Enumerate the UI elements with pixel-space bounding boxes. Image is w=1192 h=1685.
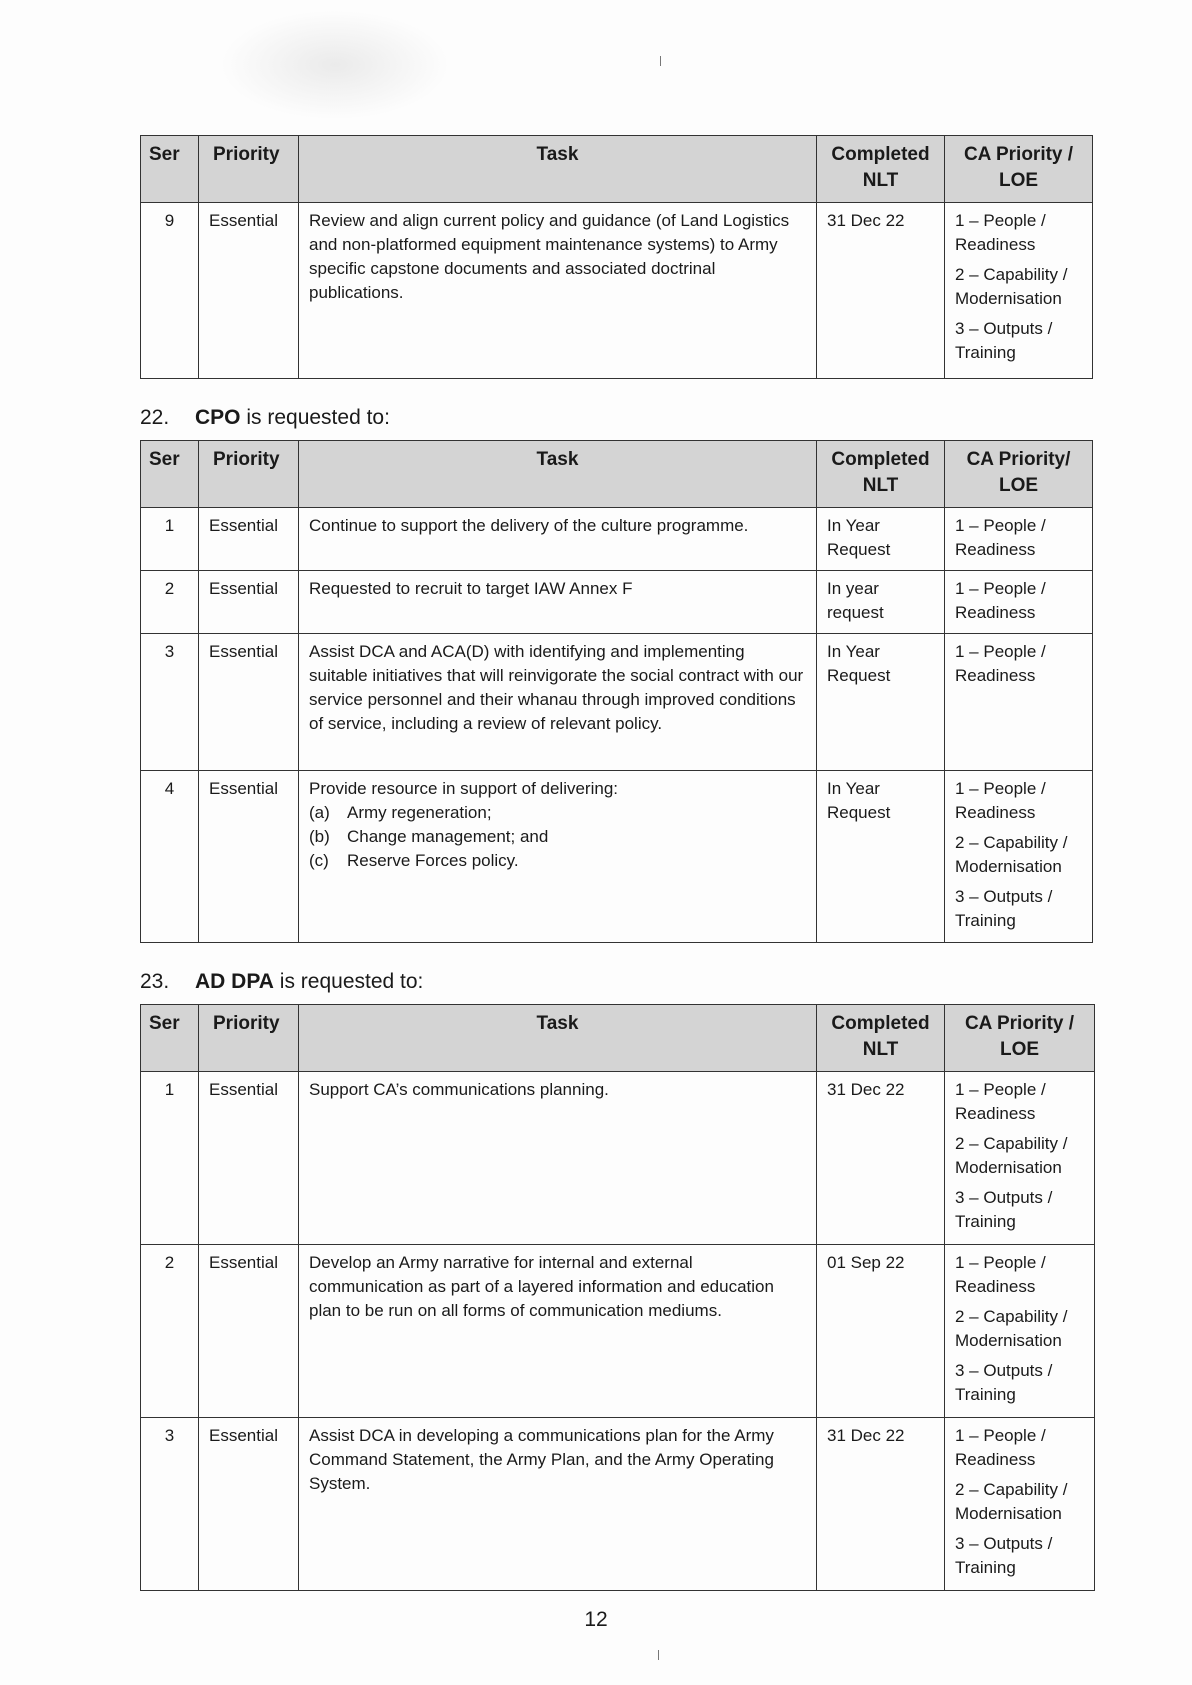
cell-priority: Essential [199, 634, 299, 771]
loe-line: 1 – People / Readiness [955, 1253, 1046, 1296]
cell-completed: 31 Dec 22 [817, 1072, 945, 1245]
sub-item: (a) Army regeneration; [309, 803, 492, 822]
table-header-row [141, 1005, 1095, 1072]
header-priority: Priority [199, 136, 299, 203]
scan-mark [658, 1650, 659, 1660]
table-header-row [141, 441, 1093, 508]
header-task: Task [299, 136, 817, 203]
cell-task [299, 771, 817, 943]
cell-priority: Essential [199, 203, 299, 379]
header-ser: Ser [141, 1005, 199, 1072]
cell-priority: Essential [199, 1072, 299, 1245]
header-priority: Priority [199, 441, 299, 508]
cell-priority: Essential [199, 571, 299, 634]
cell-priority: Essential [199, 508, 299, 571]
table-row [141, 771, 1093, 943]
cell-ser: 3 [141, 634, 199, 771]
paragraph-subject: CPO [195, 406, 241, 429]
paragraph-number: 23. [140, 970, 170, 993]
sub-item: (c) Reserve Forces policy. [309, 851, 519, 870]
table-row [141, 203, 1093, 379]
table-row [141, 508, 1093, 571]
cell-loe [945, 508, 1093, 571]
cell-ser: 2 [141, 571, 199, 634]
cell-task: Assist DCA and ACA(D) with identifying and implementing suitable initiatives that will reinvigorate the social contract with our service personnel and their whanau through improved conditions of service, including a review of relevant policy. [299, 634, 817, 771]
loe-line: 2 – Capability / Modernisation [955, 833, 1068, 876]
header-task: Task [299, 441, 817, 508]
loe-line: 2 – Capability / Modernisation [955, 1480, 1068, 1523]
header-priority: Priority [199, 1005, 299, 1072]
scan-mark [660, 56, 661, 66]
header-loe: CA Priority / LOE [945, 136, 1093, 203]
cell-completed: In year request [817, 571, 945, 634]
cell-loe [945, 571, 1093, 634]
paragraph-22 [140, 406, 390, 430]
cell-task: Review and align current policy and guidance (of Land Logistics and non-platformed equipment maintenance systems) to Army specific capstone documents and associated doctrinal publications. [299, 203, 817, 379]
paragraph-number: 22. [140, 406, 170, 429]
header-loe: CA Priority/ LOE [945, 441, 1093, 508]
cell-priority: Essential [199, 771, 299, 943]
cell-task: Requested to recruit to target IAW Annex F [299, 571, 817, 634]
cell-completed: In Year Request [817, 634, 945, 771]
cell-loe [945, 203, 1093, 379]
cell-ser: 3 [141, 1418, 199, 1591]
loe-line: 1 – People / Readiness [955, 779, 1046, 822]
loe-line: 1 – People / Readiness [955, 1426, 1046, 1469]
cell-completed: 01 Sep 22 [817, 1245, 945, 1418]
header-ser: Ser [141, 136, 199, 203]
scan-artifact [220, 10, 450, 120]
loe-line: 2 – Capability / Modernisation [955, 265, 1068, 308]
cell-loe [945, 1418, 1095, 1591]
task-table-1 [140, 135, 1093, 379]
cell-task: Support CA’s communications planning. [299, 1072, 817, 1245]
paragraph-subject: AD DPA [195, 970, 274, 993]
header-completed: Completed NLT [817, 136, 945, 203]
table-row [141, 571, 1093, 634]
header-task: Task [299, 1005, 817, 1072]
loe-line: 1 – People / Readiness [955, 516, 1046, 559]
table-row [141, 634, 1093, 771]
paragraph-23 [140, 970, 423, 994]
cell-ser: 1 [141, 508, 199, 571]
cell-task: Develop an Army narrative for internal and external communication as part of a layered information and education plan to be run on all forms of communication mediums. [299, 1245, 817, 1418]
cell-loe [945, 634, 1093, 771]
header-loe: CA Priority / LOE [945, 1005, 1095, 1072]
table-header-row [141, 136, 1093, 203]
cell-task: Continue to support the delivery of the culture programme. [299, 508, 817, 571]
cell-priority: Essential [199, 1245, 299, 1418]
loe-line: 3 – Outputs / Training [955, 1188, 1053, 1231]
paragraph-text: is requested to: [273, 970, 424, 993]
table-row [141, 1418, 1095, 1591]
task-intro: Provide resource in support of delivering: [309, 779, 618, 798]
loe-line: 2 – Capability / Modernisation [955, 1307, 1068, 1350]
task-table-2 [140, 440, 1093, 943]
loe-line: 1 – People / Readiness [955, 642, 1046, 685]
cell-loe [945, 1072, 1095, 1245]
cell-ser: 2 [141, 1245, 199, 1418]
cell-completed: In Year Request [817, 771, 945, 943]
loe-line: 2 – Capability / Modernisation [955, 1134, 1068, 1177]
cell-loe [945, 1245, 1095, 1418]
loe-line: 3 – Outputs / Training [955, 1534, 1053, 1577]
loe-line: 3 – Outputs / Training [955, 887, 1053, 930]
cell-priority: Essential [199, 1418, 299, 1591]
cell-task: Assist DCA in developing a communications plan for the Army Command Statement, the Army Plan, and the Army Operating System. [299, 1418, 817, 1591]
header-completed: Completed NLT [817, 441, 945, 508]
cell-ser: 4 [141, 771, 199, 943]
page-number: 12 [584, 1608, 608, 1631]
cell-ser: 9 [141, 203, 199, 379]
header-completed: Completed NLT [817, 1005, 945, 1072]
cell-completed: 31 Dec 22 [817, 203, 945, 379]
loe-line: 1 – People / Readiness [955, 211, 1046, 254]
loe-line: 1 – People / Readiness [955, 579, 1046, 622]
loe-line: 1 – People / Readiness [955, 1080, 1046, 1123]
cell-completed: In Year Request [817, 508, 945, 571]
cell-loe [945, 771, 1093, 943]
loe-line: 3 – Outputs / Training [955, 319, 1053, 362]
loe-line: 3 – Outputs / Training [955, 1361, 1053, 1404]
table-row [141, 1072, 1095, 1245]
header-ser: Ser [141, 441, 199, 508]
cell-completed: 31 Dec 22 [817, 1418, 945, 1591]
task-table-3 [140, 1004, 1095, 1591]
paragraph-text: is requested to: [240, 406, 390, 429]
sub-item: (b) Change management; and [309, 827, 549, 846]
table-row [141, 1245, 1095, 1418]
cell-ser: 1 [141, 1072, 199, 1245]
